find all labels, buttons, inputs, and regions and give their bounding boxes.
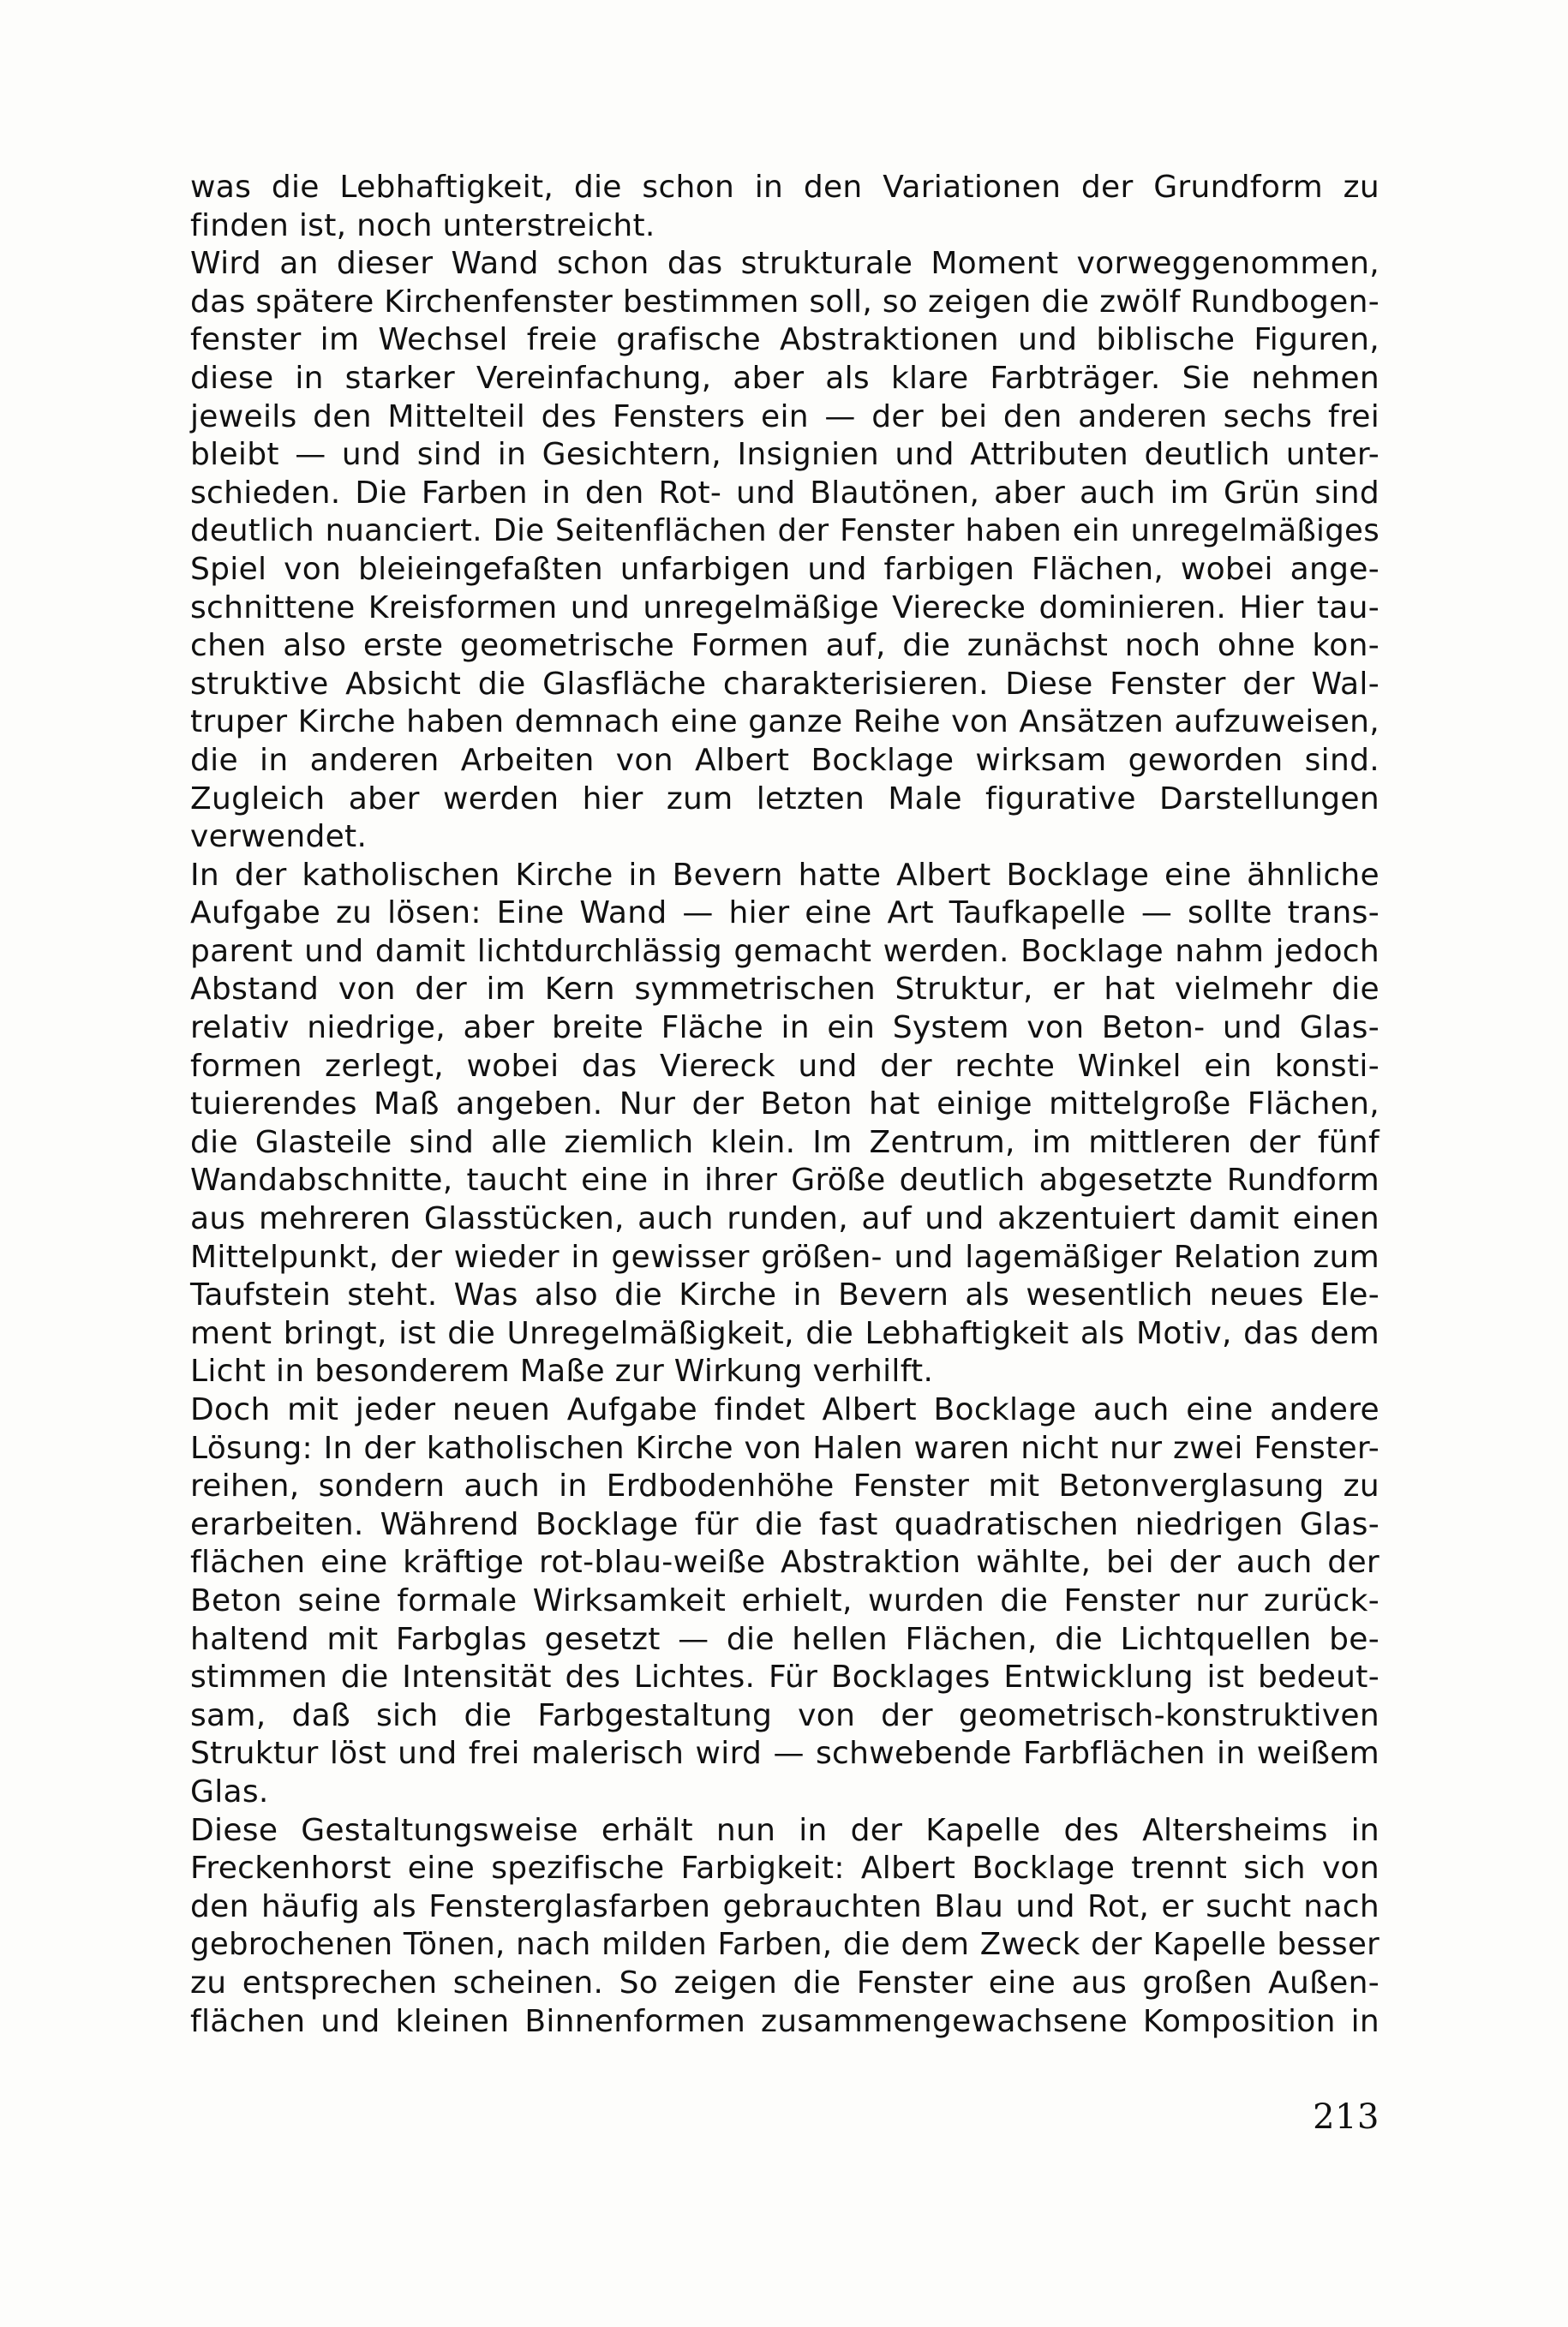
text-line: tuierendes Maß angeben. Nur der Beton hat einige mittelgroße Flächen, xyxy=(190,1086,1379,1122)
text-line: formen zerlegt, wobei das Viereck und der rechte Winkel ein konsti- xyxy=(190,1048,1379,1084)
text-line: schnittene Kreisformen und unregelmäßige Vierecke dominieren. Hier tau- xyxy=(190,589,1379,625)
text-line: sam, daß sich die Farbgestaltung von der geometrisch-konstruktiven xyxy=(190,1697,1379,1733)
text-line: Beton seine formale Wirksamkeit erhielt, wurden die Fenster nur zurück- xyxy=(190,1582,1379,1618)
text-line: Diese Gestaltungsweise erhält nun in der Kapelle des Altersheims in xyxy=(190,1812,1379,1848)
text-line: Wird an dieser Wand schon das strukturale Moment vorweggenommen, xyxy=(190,246,1379,282)
body-text xyxy=(190,169,1379,2041)
text-line: das spätere Kirchenfenster bestimmen soll, so zeigen die zwölf Rundbogen- xyxy=(190,284,1379,320)
text-line: Spiel von bleieingefaßten unfarbigen und farbigen Flächen, wobei ange- xyxy=(190,551,1379,587)
text-line: erarbeiten. Während Bocklage für die fast quadratischen niedrigen Glas- xyxy=(190,1506,1379,1542)
text-line: jeweils den Mittelteil des Fensters ein — der bei den anderen sechs frei xyxy=(190,398,1379,434)
text-line: Aufgabe zu lösen: Eine Wand — hier eine Art Taufkapelle — sollte trans- xyxy=(190,895,1379,931)
text-line: relativ niedrige, aber breite Fläche in ein System von Beton- und Glas- xyxy=(190,1010,1379,1046)
paragraph xyxy=(190,1391,1379,1812)
text-line: Glas. xyxy=(190,1774,269,1810)
text-line: die in anderen Arbeiten von Albert Bocklage wirksam geworden sind. xyxy=(190,742,1379,778)
text-line: Lösung: In der katholischen Kirche von Halen waren nicht nur zwei Fenster- xyxy=(190,1430,1379,1466)
page-number: 213 xyxy=(1313,2097,1379,2137)
text-line: finden ist, noch unterstreicht. xyxy=(190,207,655,243)
text-line: Freckenhorst eine spezifische Farbigkeit: Albert Bocklage trennt sich von xyxy=(190,1851,1379,1887)
text-line: flächen und kleinen Binnenformen zusammengewachsene Komposition in xyxy=(190,2003,1379,2039)
text-line: reihen, sondern auch in Erdbodenhöhe Fenster mit Betonverglasung zu xyxy=(190,1469,1379,1504)
text-line: gebrochenen Tönen, nach milden Farben, die dem Zweck der Kapelle besser xyxy=(190,1927,1379,1963)
text-line: ment bringt, ist die Unregelmäßigkeit, die Lebhaftigkeit als Motiv, das dem xyxy=(190,1315,1379,1351)
text-line: Mittelpunkt, der wieder in gewisser größen- und lagemäßiger Relation zum xyxy=(190,1239,1379,1275)
text-line: Doch mit jeder neuen Aufgabe findet Albert Bocklage auch eine andere xyxy=(190,1392,1379,1427)
text-line: Struktur löst und frei malerisch wird — schwebende Farbflächen in weißem xyxy=(190,1736,1379,1772)
text-line: Taufstein steht. Was also die Kirche in Bevern als wesentlich neues Ele- xyxy=(190,1277,1379,1313)
text-line: verwendet. xyxy=(190,819,368,855)
text-line: In der katholischen Kirche in Bevern hatte Albert Bocklage eine ähnliche xyxy=(190,857,1379,893)
paragraph xyxy=(190,857,1379,1391)
text-line: deutlich nuanciert. Die Seitenflächen der Fenster haben ein unregelmäßiges xyxy=(190,513,1379,549)
text-line: Wandabschnitte, taucht eine in ihrer Größe deutlich abgesetzte Rundform xyxy=(190,1163,1379,1199)
text-line: struktive Absicht die Glasfläche charakterisieren. Diese Fenster der Wal- xyxy=(190,666,1379,702)
text-line: schieden. Die Farben in den Rot- und Blautönen, aber auch im Grün sind xyxy=(190,475,1379,511)
text-line: den häufig als Fensterglasfarben gebrauchten Blau und Rot, er sucht nach xyxy=(190,1888,1379,1924)
text-line: Zugleich aber werden hier zum letzten Male figurative Darstellungen xyxy=(190,781,1379,817)
text-line: diese in starker Vereinfachung, aber als klare Farbträger. Sie nehmen xyxy=(190,360,1379,396)
text-line: parent und damit lichtdurchlässig gemacht werden. Bocklage nahm jedoch xyxy=(190,933,1379,969)
text-line: haltend mit Farbglas gesetzt — die hellen Flächen, die Lichtquellen be- xyxy=(190,1621,1379,1657)
text-line: fenster im Wechsel freie grafische Abstraktionen und biblische Figuren, xyxy=(190,322,1379,358)
paragraph xyxy=(190,245,1379,857)
paragraph xyxy=(190,169,1379,245)
text-line: truper Kirche haben demnach eine ganze Reihe von Ansätzen aufzuweisen, xyxy=(190,704,1379,740)
text-line: die Glasteile sind alle ziemlich klein. Im Zentrum, im mittleren der fünf xyxy=(190,1124,1379,1160)
text-line: Abstand von der im Kern symmetrischen Struktur, er hat vielmehr die xyxy=(190,972,1379,1008)
text-line: chen also erste geometrische Formen auf, die zunächst noch ohne kon- xyxy=(190,628,1379,664)
text-line: zu entsprechen scheinen. So zeigen die Fenster eine aus großen Außen- xyxy=(190,1965,1379,2001)
text-line: flächen eine kräftige rot-blau-weiße Abstraktion wählte, bei der auch der xyxy=(190,1545,1379,1581)
text-line: stimmen die Intensität des Lichtes. Für Bocklages Entwicklung ist bedeut- xyxy=(190,1660,1379,1696)
text-line: bleibt — und sind in Gesichtern, Insignien und Attributen deutlich unter- xyxy=(190,437,1379,473)
text-line: Licht in besonderem Maße zur Wirkung verhilft. xyxy=(190,1354,934,1390)
paragraph xyxy=(190,1812,1379,2042)
text-line: was die Lebhaftigkeit, die schon in den Variationen der Grundform zu xyxy=(190,170,1379,205)
text-line: aus mehreren Glasstücken, auch runden, auf und akzentuiert damit einen xyxy=(190,1201,1379,1237)
